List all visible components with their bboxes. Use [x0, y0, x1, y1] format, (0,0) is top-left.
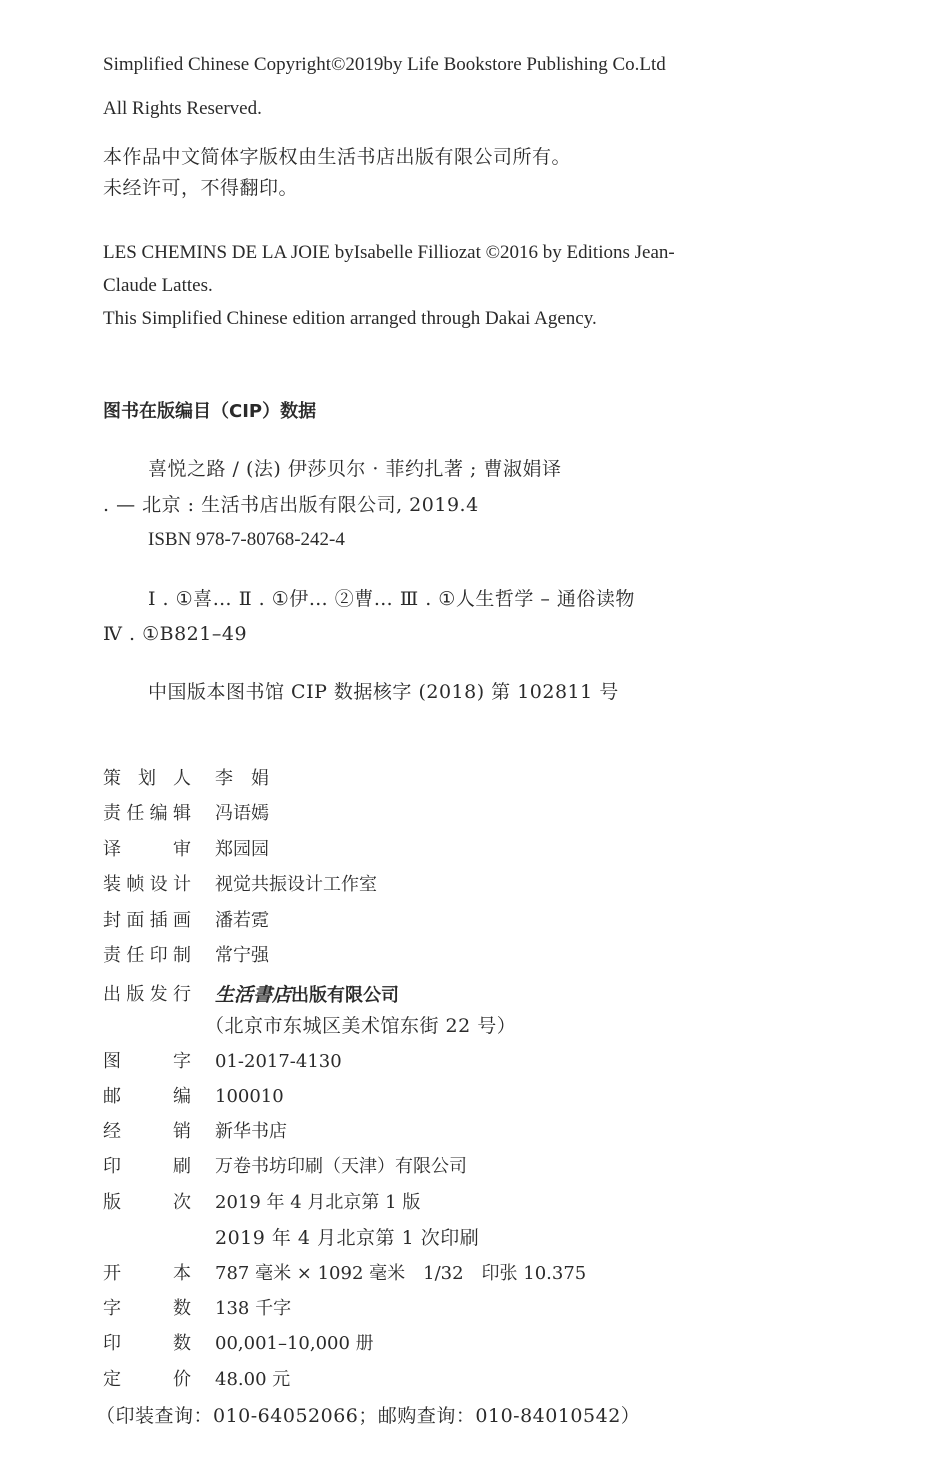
cip-class-line-1: Ⅰ . ①喜… Ⅱ . ①伊… ②曹… Ⅲ . ①人生哲学 – 通俗读物 — [148, 588, 635, 610]
copyright-cn-line-1: 本作品中文简体字版权由生活书店出版有限公司所有。 — [103, 146, 572, 168]
copyright-line-2: All Rights Reserved. — [103, 98, 262, 119]
detail-row — [103, 1082, 284, 1112]
detail-label: 定价 — [103, 1369, 191, 1390]
cip-record: 中国版本图书馆 CIP 数据核字 (2018) 第 102811 号 — [148, 681, 619, 703]
credit-label: 责任编辑 — [103, 803, 191, 824]
detail-value: 新华书店 — [215, 1121, 287, 1142]
cip-isbn: ISBN 978-7-80768-242-4 — [148, 529, 345, 550]
detail-label: 字数 — [103, 1298, 191, 1319]
detail-label: 开本 — [103, 1263, 191, 1284]
detail-row — [103, 1329, 374, 1359]
cip-publisher-line: . — 北京 : 生活书店出版有限公司, 2019.4 — [103, 494, 479, 516]
detail-row — [103, 1188, 421, 1218]
detail-value: 100010 — [215, 1086, 284, 1107]
detail-label: 印数 — [103, 1333, 191, 1354]
credit-label: 封面插画 — [103, 910, 191, 931]
detail-label: 版次 — [103, 1192, 191, 1213]
detail-label: 图字 — [103, 1051, 191, 1072]
copyright-line-1: Simplified Chinese Copyright©2019by Life Bookstore Publishing Co.Ltd — [103, 54, 666, 75]
detail-value: 138 千字 — [215, 1298, 292, 1319]
detail-row — [103, 1259, 587, 1289]
credit-label: 译审 — [103, 839, 191, 860]
publisher-suffix: 出版有限公司 — [291, 985, 400, 1006]
credit-row — [103, 906, 269, 936]
cip-title-line: 喜悦之路 / (法) 伊莎贝尔 · 菲约扎著 ; 曹淑娟译 — [148, 458, 562, 480]
credit-row — [103, 941, 269, 971]
detail-row — [103, 1152, 467, 1182]
detail-label: 印刷 — [103, 1156, 191, 1177]
detail-row — [103, 1294, 292, 1324]
detail-value: 48.00 元 — [215, 1369, 291, 1390]
credit-label: 装帧设计 — [103, 874, 191, 895]
credit-value: 李 娟 — [215, 768, 269, 789]
credit-value: 常宁强 — [215, 945, 269, 966]
printing-line: 2019 年 4 月北京第 1 次印刷 — [215, 1227, 480, 1249]
detail-row — [103, 1047, 342, 1077]
detail-value: 01-2017-4130 — [215, 1051, 342, 1072]
detail-value: 万卷书坊印刷（天津）有限公司 — [215, 1156, 467, 1177]
credit-value: 潘若霓 — [215, 910, 269, 931]
detail-value: 787 毫米 × 1092 毫米 1/32 印张 10.375 — [215, 1263, 587, 1284]
publisher-label: 出版发行 — [103, 984, 191, 1005]
original-line-1: LES CHEMINS DE LA JOIE byIsabelle Filliozat ©2016 by Editions Jean- — [103, 242, 675, 263]
inquiry-line: （印装查询：010-64052066；邮购查询：010-84010542） — [96, 1405, 641, 1427]
detail-label: 邮编 — [103, 1086, 191, 1107]
detail-row — [103, 1365, 291, 1395]
detail-row — [103, 1117, 287, 1147]
credit-row — [103, 764, 269, 794]
publisher-brand-logo: 生活書店 — [215, 984, 292, 1006]
detail-label: 经销 — [103, 1121, 191, 1142]
publisher-name — [215, 980, 399, 1011]
original-line-3: This Simplified Chinese edition arranged through Dakai Agency. — [103, 308, 597, 329]
detail-value: 2019 年 4 月北京第 1 版 — [215, 1192, 421, 1213]
credit-row — [103, 799, 269, 829]
cip-heading: 图书在版编目（CIP）数据 — [103, 401, 317, 422]
credit-label: 策划人 — [103, 768, 191, 789]
credit-label: 责任印制 — [103, 945, 191, 966]
credit-value: 视觉共振设计工作室 — [215, 874, 377, 895]
credit-value: 郑园园 — [215, 839, 269, 860]
detail-value: 00,001–10,000 册 — [215, 1333, 374, 1354]
publisher-row — [103, 980, 400, 1010]
copyright-cn-line-2: 未经许可，不得翻印。 — [103, 177, 299, 199]
original-line-2: Claude Lattes. — [103, 275, 213, 296]
cip-class-line-2: Ⅳ . ①B821–49 — [103, 623, 248, 645]
credit-row — [103, 835, 269, 865]
credit-value: 冯语嫣 — [215, 803, 269, 824]
publisher-address: （北京市东城区美术馆东街 22 号） — [205, 1015, 517, 1037]
credit-row — [103, 870, 377, 900]
